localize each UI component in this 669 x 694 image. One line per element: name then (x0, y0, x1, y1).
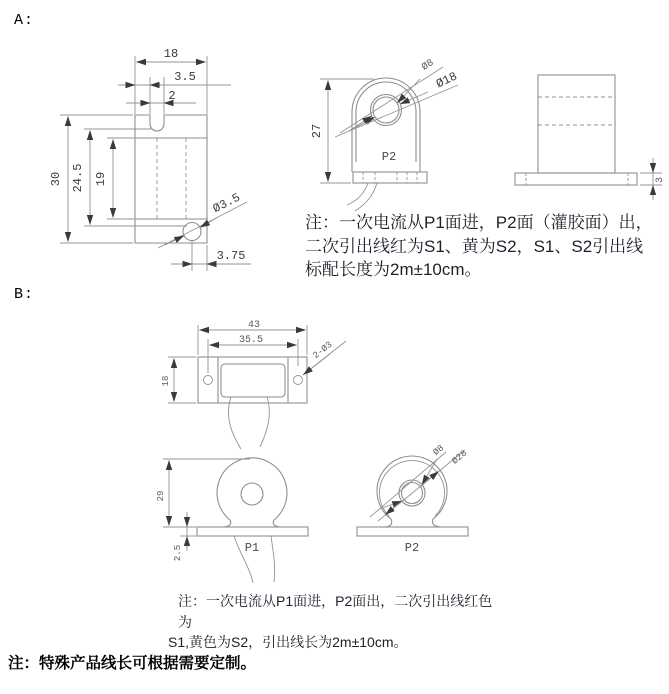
a-side-base (515, 173, 637, 185)
b-p2-base (357, 527, 468, 536)
a-outer-dia-leader (335, 85, 458, 137)
dim-b18-label: 18 (161, 375, 171, 387)
a-front-view (49, 47, 251, 271)
b-top-hole-right (294, 376, 303, 385)
dim-3-75-label: 3.75 (216, 249, 246, 263)
dim-30-label: 30 (49, 171, 63, 187)
note-a-line-1: 注：一次电流从P1面进，P2面（灌胶面）出， (305, 213, 653, 232)
b-top-hole-left (204, 376, 213, 385)
dim-2-o3-label: 2-Ø3 (311, 339, 335, 362)
a-side-view (515, 75, 666, 200)
b-p2-body-outer (377, 456, 447, 519)
note-b-line-2: S1,黄色为S2，引出线长为2m±10cm。 (168, 634, 408, 650)
dim-o18-label: Ø18 (433, 69, 460, 92)
a-inner-dia-leader (340, 67, 443, 133)
a-side-body (538, 75, 615, 173)
dim-3-5-label: 3.5 (174, 70, 196, 84)
section-b-label: B: (14, 286, 35, 303)
note-b-line-1: 注：一次电流从P1面进，P2面出，二次引出线红色为 (178, 593, 493, 630)
a-hole-leader (158, 202, 247, 248)
b-p2-body-inner (380, 461, 445, 516)
dim-24-5-label: 24.5 (71, 163, 85, 193)
dim-base-3-label: 3 (655, 176, 666, 184)
dim-19-label: 19 (94, 171, 108, 187)
b-inner-dia-leader (370, 452, 446, 517)
note-a-line-2: 二次引出线红为S1、黄为S2，S1、S2引出线 (305, 236, 644, 256)
a-face-base (353, 172, 427, 183)
footer-note: 注：特殊产品线长可根据需要定制。 (8, 655, 257, 672)
b-p1-label: P1 (244, 541, 260, 555)
b-p1-wire-2 (271, 536, 275, 582)
b-top-wire-2 (260, 397, 269, 447)
section-a-note (305, 211, 669, 282)
dim-27-label: 27 (310, 123, 324, 139)
a-face-view (310, 57, 459, 211)
dim-2-5-label: 2.5 (173, 544, 183, 562)
dim-2-label: 2 (168, 89, 176, 103)
b-top-wire-1 (228, 397, 241, 449)
dim-29-label: 29 (156, 490, 166, 502)
b-top-window (221, 364, 285, 397)
dim-35-5-label: 35.5 (238, 335, 264, 346)
a-face-p2-label: P2 (381, 150, 397, 164)
a-front-hole (183, 223, 201, 241)
section-a-label: A: (14, 12, 35, 29)
b-p1-base (197, 527, 308, 536)
b-p1-view (156, 458, 308, 583)
dim-b-o8-label: Ø8 (431, 443, 447, 458)
dim-18-label: 18 (163, 47, 179, 61)
section-b-note (168, 591, 498, 653)
b-p1-hole (241, 483, 263, 505)
b-p1-body (217, 458, 287, 520)
dim-43-label: 43 (247, 320, 261, 331)
note-a-line-3: 标配长度为2m±10cm。 (305, 260, 482, 279)
b-top-view (161, 320, 346, 449)
b-p2-label: P2 (404, 541, 420, 555)
a-face-wire-1 (347, 183, 368, 205)
dim-o8-label: Ø8 (420, 57, 437, 74)
dim-o28-label: Ø28 (450, 448, 470, 467)
dim-hole-dia-label: Ø3.5 (210, 190, 243, 217)
b-p2-view (357, 443, 469, 555)
